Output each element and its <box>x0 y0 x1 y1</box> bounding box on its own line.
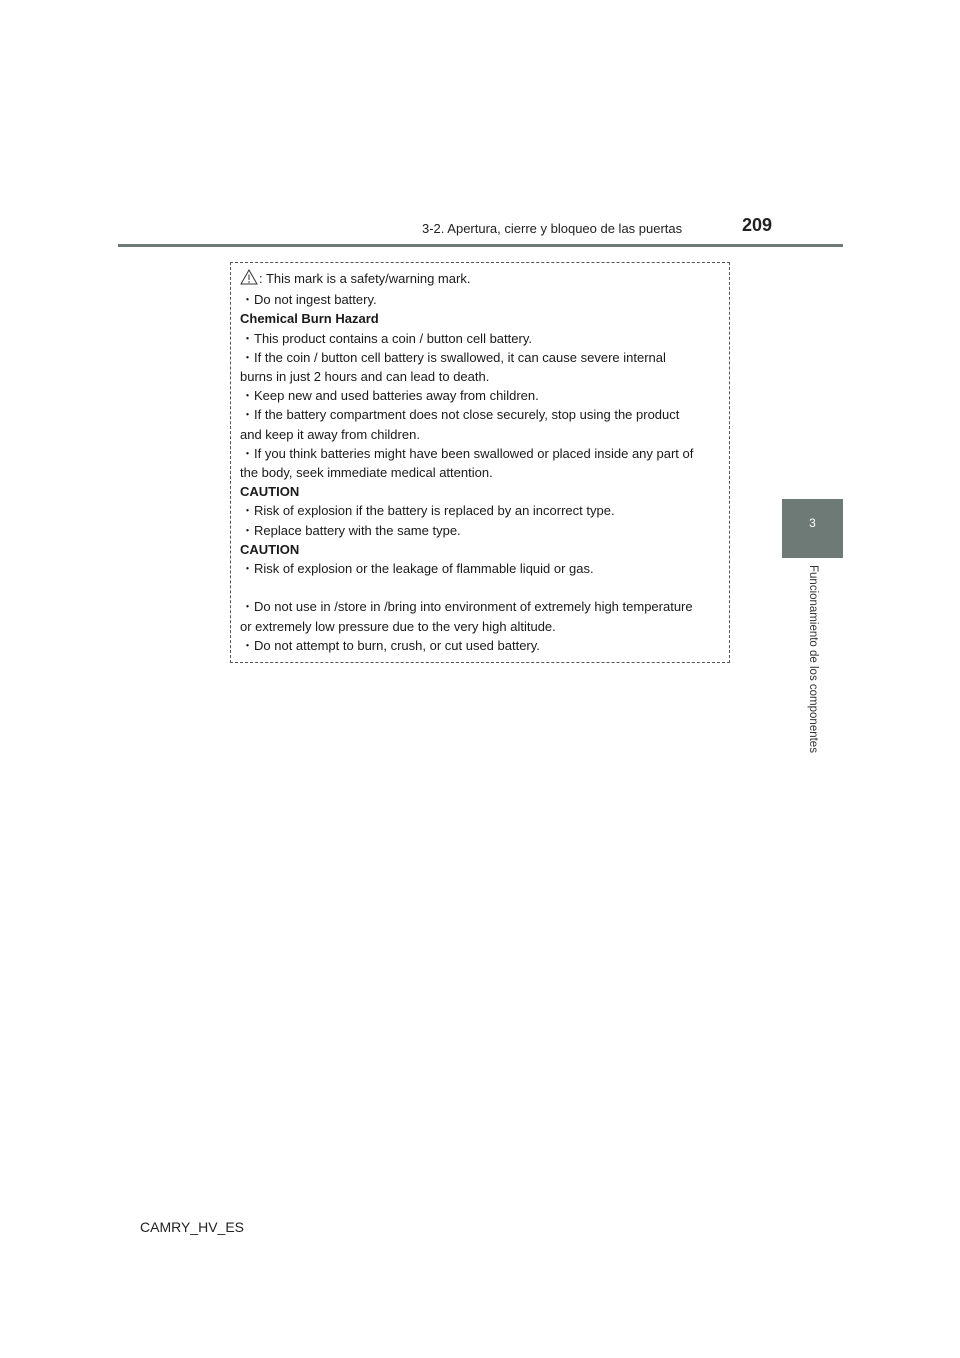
list-item: ・Replace battery with the same type. <box>241 522 461 538</box>
list-item-continuation: and keep it away from children. <box>240 426 420 442</box>
list-item-continuation: or extremely low pressure due to the very high altitude. <box>240 618 556 634</box>
list-item: ・Do not ingest battery. <box>241 292 377 308</box>
list-item-continuation: burns in just 2 hours and can lead to death. <box>240 369 490 385</box>
chapter-tab: 3 <box>782 499 843 558</box>
list-item: ・Do not use in /store in /bring into environment of extremely high temperature <box>241 599 693 615</box>
list-item-continuation: the body, seek immediate medical attention. <box>240 465 493 481</box>
battery-warning-box <box>230 262 730 663</box>
page-number: 209 <box>742 215 773 235</box>
list-item: ・Risk of explosion if the battery is replaced by an incorrect type. <box>241 503 615 519</box>
list-item: ・If the coin / button cell battery is swallowed, it can cause severe internal <box>241 349 666 365</box>
warning-mark-text: : This mark is a safety/warning mark. <box>259 271 471 286</box>
header-rule <box>118 244 843 247</box>
chemical-burn-heading: Chemical Burn Hazard <box>240 311 379 327</box>
section-title: 3-2. Apertura, cierre y bloqueo de las puertas <box>422 221 683 236</box>
caution-heading: CAUTION <box>240 484 300 500</box>
blank-line <box>240 578 720 597</box>
list-item: ・If the battery compartment does not close securely, stop using the product <box>241 407 680 423</box>
warning-mark-line <box>240 269 720 290</box>
list-item: ・Risk of explosion or the leakage of flammable liquid or gas. <box>241 561 594 577</box>
list-item: ・Do not attempt to burn, crush, or cut used battery. <box>241 637 540 653</box>
model-code: CAMRY_HV_ES <box>140 1219 245 1235</box>
warning-triangle-icon <box>240 269 258 290</box>
chapter-tab-label: Funcionamiento de los componentes <box>807 565 819 753</box>
list-item: ・Keep new and used batteries away from children. <box>241 388 539 404</box>
warning-box-content <box>240 269 720 655</box>
list-item: ・If you think batteries might have been swallowed or placed inside any part of <box>241 445 694 461</box>
list-item: ・This product contains a coin / button cell battery. <box>241 330 532 346</box>
caution-heading: CAUTION <box>240 541 300 557</box>
